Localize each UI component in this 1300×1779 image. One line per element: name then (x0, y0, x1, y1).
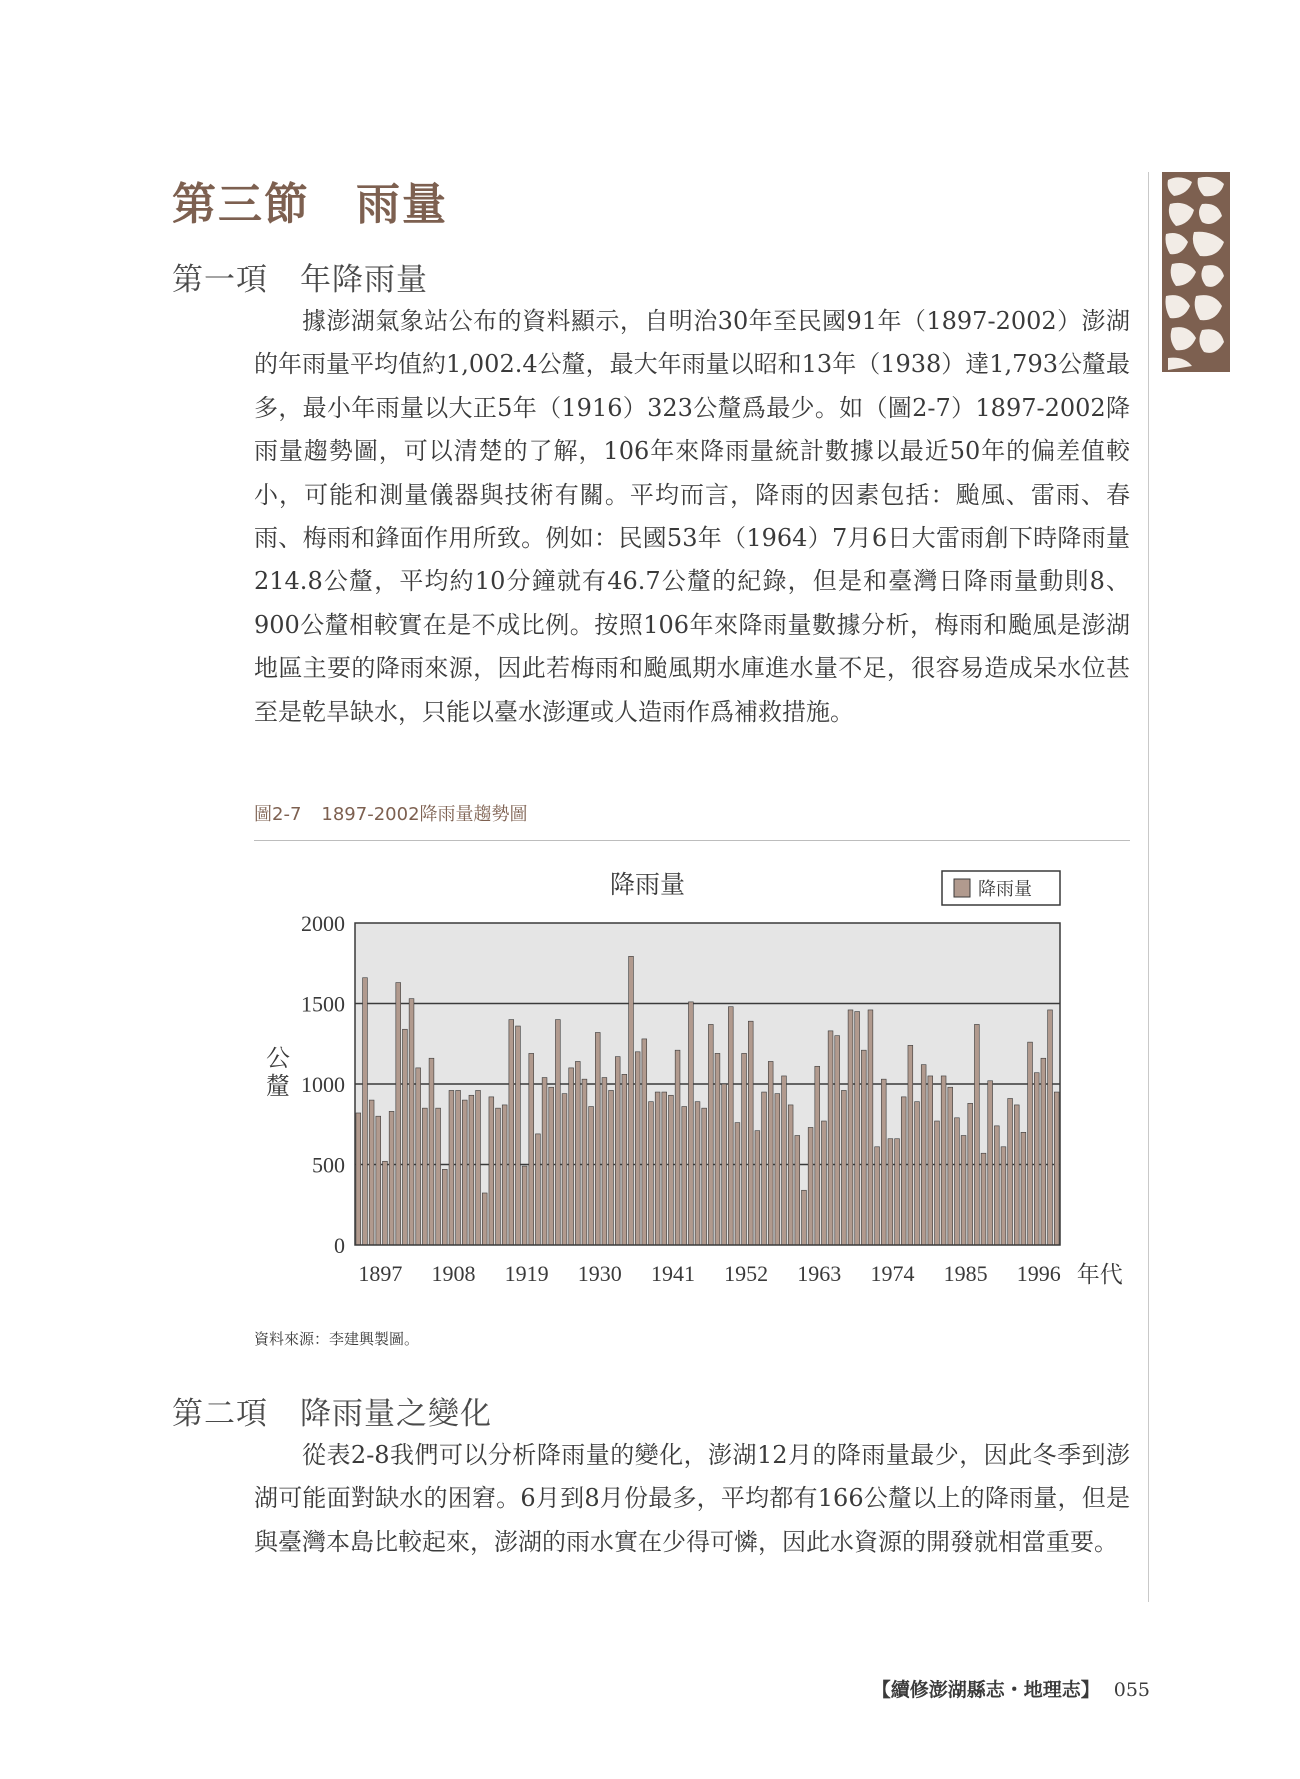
rainfall-bar (735, 1123, 740, 1245)
figure-title: 1897-2002降雨量趨勢圖 (321, 804, 528, 825)
rainfall-bar (742, 1053, 747, 1245)
rainfall-bar (908, 1045, 913, 1245)
rainfall-bar (961, 1136, 966, 1245)
rainfall-bar (1054, 1092, 1059, 1245)
rainfall-bar (755, 1131, 760, 1245)
rainfall-bar (509, 1020, 514, 1245)
rainfall-bar (675, 1050, 680, 1245)
rainfall-bar (516, 1026, 521, 1245)
chart-legend (942, 871, 1060, 905)
rainfall-bar (988, 1081, 993, 1245)
rainfall-bar (402, 1029, 407, 1245)
rainfall-bar (449, 1090, 454, 1245)
rainfall-bar (422, 1108, 427, 1245)
y-axis-label-char: 釐 (266, 1074, 290, 1100)
footer-book-title: 【續修澎湖縣志・地理志】 (871, 1679, 1100, 1701)
rainfall-bar (728, 1007, 733, 1245)
rainfall-bar (981, 1153, 986, 1245)
y-tick-label: 1000 (301, 1072, 345, 1097)
rainfall-bar (409, 999, 414, 1245)
rainfall-bar (895, 1139, 900, 1245)
rainfall-bar (669, 1095, 674, 1245)
rainfall-bar (782, 1076, 787, 1245)
rainfall-bar (1001, 1147, 1006, 1245)
rainfall-bar (635, 1052, 640, 1245)
rainfall-bar (835, 1036, 840, 1245)
legend-label: 降雨量 (978, 879, 1032, 899)
rainfall-bar (476, 1090, 481, 1245)
rainfall-bar (682, 1107, 687, 1245)
rainfall-bar (582, 1079, 587, 1245)
rainfall-bar (569, 1068, 574, 1245)
rainfall-bar (762, 1092, 767, 1245)
y-tick-label: 0 (334, 1233, 345, 1258)
rainfall-bar (708, 1024, 713, 1245)
rainfall-bar (841, 1090, 846, 1245)
rainfall-bar (522, 1166, 527, 1245)
rainfall-bar (788, 1105, 793, 1245)
rainfall-bar (622, 1074, 627, 1245)
rainfall-bar (715, 1053, 720, 1245)
x-tick-label: 1919 (504, 1261, 549, 1286)
rainfall-bar (489, 1097, 494, 1245)
rainfall-bar (702, 1108, 707, 1245)
x-tick-label: 1941 (650, 1261, 695, 1286)
rainfall-bar (496, 1108, 501, 1245)
rainfall-bar (935, 1121, 940, 1245)
y-tick-label: 500 (312, 1152, 345, 1178)
rainfall-bar (1048, 1010, 1053, 1245)
annual-rainfall-paragraph: 據澎湖氣象站公布的資料顯示，自明治30年至民國91年（1897-2002）澎湖的年雨量平均值約1,002.4公釐，最大年雨量以昭和13年（1938）達1,793公釐最多，最小年雨量以大正5年（1916）323公釐爲最少。如（圖2-7）1897-2002降雨量趨勢圖，可以清楚的了解，106年來降雨量統計數據以最近50年的偏差值較小，可能和測量儀器與技術有關。平均而言，降雨的因素包括：颱風、雷雨、春雨、梅雨和鋒面作用所致。例如：民國53年（1964）7月6日大雷雨創下時降雨量214.8公釐，平均約10分鐘就有46.7公釐的紀錄，但是和臺灣日降雨量動則8、900公釐相較實在是不成比例。按照106年來降雨量數據分析，梅雨和颱風是澎湖地區主要的降雨來源，因此若梅雨和颱風期水庫進水量不足，很容易造成呆水位甚至是乾旱缺水，只能以臺水澎運或人造雨作爲補救措施。 (254, 307, 1130, 726)
rainfall-bar (915, 1102, 920, 1245)
rainfall-bar (575, 1061, 580, 1245)
figure-top-rule (254, 840, 1130, 841)
figure-caption (254, 800, 528, 826)
x-tick-label: 1974 (870, 1261, 915, 1286)
rainfall-variation-paragraph: 從表2-8我們可以分析降雨量的變化，澎湖12月的降雨量最少，因此冬季到澎湖可能面對缺水的困窘。6月到8月份最多，平均都有166公釐以上的降雨量，但是與臺灣本島比較起來，澎湖的雨水實在少得可憐，因此水資源的開發就相當重要。 (254, 1441, 1130, 1556)
rainfall-bar (396, 983, 401, 1245)
rainfall-bar (901, 1097, 906, 1245)
rainfall-bar (861, 1050, 866, 1245)
rainfall-bar (442, 1169, 447, 1245)
rainfall-bar (416, 1068, 421, 1245)
page-footer (872, 1675, 1150, 1702)
rainfall-bar (655, 1092, 660, 1245)
rainfall-bar (855, 1012, 860, 1245)
rainfall-bar (429, 1058, 434, 1245)
legend-swatch (954, 879, 970, 897)
rainfall-bar (609, 1090, 614, 1245)
stone-pattern-icon (1162, 172, 1230, 372)
rainfall-bar (529, 1053, 534, 1245)
section-title: 第三節 雨量 (172, 179, 448, 230)
page-number: 055 (1113, 1679, 1150, 1701)
rainfall-bar (994, 1126, 999, 1245)
rainfall-bar (383, 1161, 388, 1245)
rainfall-bar (941, 1076, 946, 1245)
rainfall-bar (848, 1010, 853, 1245)
rainfall-bar (775, 1094, 780, 1245)
rainfall-bar (1008, 1098, 1013, 1245)
rainfall-bar (542, 1078, 547, 1245)
rainfall-bar (536, 1134, 541, 1245)
rainfall-bar (369, 1100, 374, 1245)
rainfall-bar (462, 1100, 467, 1245)
rainfall-bar (1014, 1105, 1019, 1245)
figure-number: 圖2-7 (254, 804, 302, 825)
rainfall-bar (948, 1087, 953, 1245)
rainfall-bar (649, 1102, 654, 1245)
rainfall-bar (821, 1121, 826, 1245)
rainfall-bar (881, 1079, 886, 1245)
rainfall-bar (955, 1118, 960, 1245)
rainfall-bar (502, 1105, 507, 1245)
rainfall-bar (868, 1010, 873, 1245)
rainfall-bar-chart (250, 860, 1123, 1300)
figure-source: 資料來源：李建興製圖。 (254, 1330, 420, 1348)
x-tick-label: 1908 (431, 1261, 476, 1286)
decorative-stone-wall-image (1162, 172, 1230, 372)
rainfall-bar (436, 1108, 441, 1245)
rainfall-bar (748, 1021, 753, 1245)
x-axis-ticks (358, 1261, 1060, 1286)
rainfall-bar (1028, 1042, 1033, 1245)
rainfall-bar (456, 1090, 461, 1245)
rainfall-bar (802, 1190, 807, 1245)
rainfall-bar (1034, 1073, 1039, 1245)
rainfall-bar (888, 1139, 893, 1245)
rainfall-bar (722, 1084, 727, 1245)
y-axis-label (266, 1046, 290, 1100)
rainfall-bar (615, 1057, 620, 1245)
rainfall-bar (1041, 1058, 1046, 1245)
rainfall-bar (562, 1094, 567, 1245)
rainfall-bar (875, 1147, 880, 1245)
x-tick-label: 1985 (943, 1261, 988, 1286)
rainfall-bar (389, 1111, 394, 1245)
rainfall-bar (921, 1065, 926, 1245)
rainfall-bar (642, 1039, 647, 1245)
rainfall-bar (768, 1061, 773, 1245)
subsection-title-rainfall-variation: 第二項 降雨量之變化 (172, 1396, 492, 1432)
x-tick-label: 1930 (577, 1261, 622, 1286)
rainfall-bar (815, 1066, 820, 1245)
rainfall-bar (363, 978, 368, 1245)
rainfall-bar (808, 1127, 813, 1245)
rainfall-bar (695, 1102, 700, 1245)
rainfall-bar (549, 1087, 554, 1245)
x-axis-label: 年代 (1076, 1262, 1123, 1287)
rainfall-bar (602, 1078, 607, 1245)
x-tick-label: 1996 (1016, 1261, 1061, 1286)
x-tick-label: 1952 (724, 1261, 769, 1286)
rainfall-bar (662, 1092, 667, 1245)
rainfall-bar (688, 1002, 693, 1245)
y-axis-label-char: 公 (266, 1046, 290, 1072)
rainfall-bar (595, 1032, 600, 1245)
y-tick-label: 2000 (301, 911, 345, 936)
rainfall-bar (482, 1193, 487, 1245)
subsection-title-annual-rainfall: 第一項 年降雨量 (172, 262, 428, 298)
x-tick-label: 1897 (358, 1261, 403, 1286)
rainfall-bar (928, 1076, 933, 1245)
side-rule (1148, 172, 1149, 1602)
rainfall-bar (1021, 1132, 1026, 1245)
rainfall-bar (828, 1031, 833, 1245)
rainfall-bar (795, 1136, 800, 1245)
x-tick-label: 1963 (797, 1261, 842, 1286)
rainfall-bar (968, 1103, 973, 1245)
y-axis-ticks (301, 911, 345, 1258)
rainfall-bar (555, 1020, 560, 1245)
rainfall-bar (589, 1107, 594, 1245)
rainfall-bar (469, 1095, 474, 1245)
y-tick-label: 1500 (301, 991, 345, 1017)
rainfall-bar (629, 956, 634, 1245)
chart-title: 降雨量 (609, 872, 686, 899)
rainfall-bar (974, 1024, 979, 1245)
rainfall-bar (356, 1113, 361, 1245)
rainfall-bar (376, 1116, 381, 1245)
